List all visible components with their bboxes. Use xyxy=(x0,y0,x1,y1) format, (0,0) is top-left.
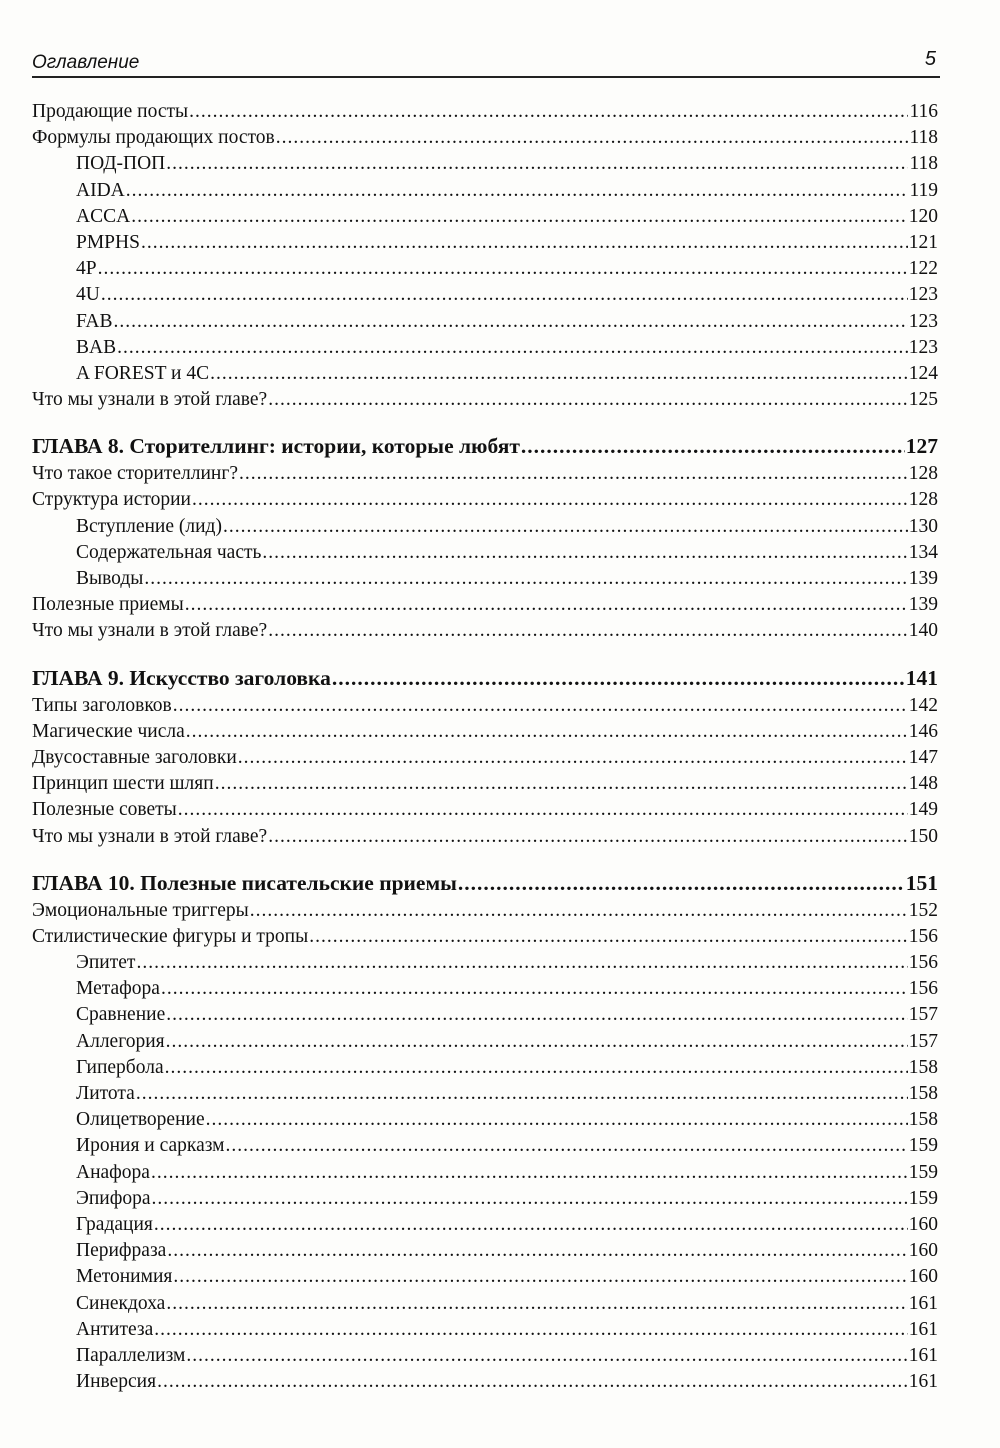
toc-entry xyxy=(32,361,938,387)
toc-entry-title: Выводы xyxy=(76,568,144,589)
toc-entry-title: Стилистические фигуры и тропы xyxy=(32,925,309,947)
toc-entry-title: Градация xyxy=(76,1213,153,1235)
toc-entry-title: Аллегория xyxy=(76,1030,165,1052)
toc-entry-page: 130 xyxy=(908,515,938,537)
dot-leader xyxy=(114,309,908,335)
toc-entry-page: 120 xyxy=(908,205,938,227)
toc-entry xyxy=(32,924,938,950)
toc-entry xyxy=(32,824,938,850)
toc-entry-page: 128 xyxy=(908,489,938,511)
chapter-page: 151 xyxy=(905,870,938,895)
toc-entry-page: 160 xyxy=(908,1266,938,1288)
dot-leader xyxy=(165,1055,908,1081)
dot-leader xyxy=(167,1238,907,1264)
dot-leader xyxy=(309,924,908,950)
toc-entry xyxy=(32,335,938,361)
toc-entry xyxy=(32,1291,938,1317)
dot-leader xyxy=(166,1002,908,1028)
dot-leader xyxy=(185,592,908,618)
toc-entry xyxy=(32,1317,938,1343)
toc-entry-page: 156 xyxy=(908,925,938,947)
toc-entry-title: Магические числа xyxy=(32,720,185,742)
toc-entry xyxy=(32,178,938,204)
chapter-heading xyxy=(32,868,938,898)
toc-entry-page: 146 xyxy=(908,720,938,742)
toc-entry-page: 139 xyxy=(908,568,938,589)
toc-entry-title: Анафора xyxy=(76,1161,150,1183)
toc-entry-page: 123 xyxy=(908,336,938,358)
toc-entry xyxy=(32,566,938,592)
toc-entry-page: 159 xyxy=(908,1135,938,1157)
toc-entry-title: Перифраза xyxy=(76,1240,167,1262)
toc-entry-page: 125 xyxy=(908,389,938,411)
toc-entry-title: Полезные советы xyxy=(32,799,177,821)
toc-entry-page: 158 xyxy=(908,1083,938,1104)
toc-entry xyxy=(32,540,938,566)
toc-entry xyxy=(32,1212,938,1238)
toc-entry-title: Что мы узнали в этой главе? xyxy=(32,825,268,847)
dot-leader xyxy=(268,618,908,644)
dot-leader xyxy=(136,950,907,976)
dot-leader xyxy=(521,431,905,461)
dot-leader xyxy=(131,204,908,230)
toc-entry-page: 159 xyxy=(908,1161,938,1183)
toc-entry-page: 134 xyxy=(908,541,938,563)
toc-entry-page: 139 xyxy=(908,594,938,616)
toc-entry xyxy=(32,230,938,256)
toc-entry-page: 158 xyxy=(908,1056,938,1078)
dot-leader xyxy=(144,566,907,592)
toc-entry-page: 121 xyxy=(908,231,938,253)
toc-entry xyxy=(32,487,938,513)
toc-entry-page: 157 xyxy=(908,1004,938,1026)
toc-entry-title: Структура истории xyxy=(32,489,191,511)
dot-leader xyxy=(276,125,909,151)
toc-entry xyxy=(32,1369,938,1395)
dot-leader xyxy=(268,387,908,413)
dot-leader xyxy=(332,663,905,693)
toc-entry-page: 123 xyxy=(908,310,938,332)
toc-entry-page: 118 xyxy=(909,153,938,175)
dot-leader xyxy=(215,771,908,797)
chapter-title: ГЛАВА 9. Искусство заголовка xyxy=(32,665,331,690)
toc-entry-page: 142 xyxy=(908,694,938,716)
toc-entry xyxy=(32,125,938,151)
toc-entry-title: Двусоставные заголовки xyxy=(32,746,237,768)
dot-leader xyxy=(98,256,908,282)
dot-leader xyxy=(161,976,908,1002)
dot-leader xyxy=(166,1291,907,1317)
toc-entry-title: 4U xyxy=(76,284,100,306)
toc-entry-title: ПОД-ПОП xyxy=(76,153,166,175)
dot-leader xyxy=(126,178,909,204)
chapter-heading xyxy=(32,663,938,693)
toc-entry-page: 150 xyxy=(908,825,938,847)
dot-leader xyxy=(166,151,908,177)
chapter-title: ГЛАВА 8. Сторителлинг: истории, которые любят xyxy=(32,434,520,459)
toc-entry xyxy=(32,1081,938,1107)
dot-leader xyxy=(250,898,908,924)
toc-entry-title: PMPHS xyxy=(76,231,140,253)
header-title: Оглавление xyxy=(32,52,140,73)
dot-leader xyxy=(154,1317,908,1343)
toc-entry-page: 123 xyxy=(908,284,938,306)
toc-entry xyxy=(32,719,938,745)
toc-entry-page: 119 xyxy=(909,179,938,201)
toc-entry-title: Метафора xyxy=(76,978,160,1000)
toc-entry-title: A FOREST и 4C xyxy=(76,362,210,384)
toc-entry-page: 116 xyxy=(909,101,938,122)
toc-entry xyxy=(32,1160,938,1186)
running-header xyxy=(32,48,940,78)
toc-entry-title: Олицетворение xyxy=(76,1109,205,1131)
toc-entry-title: Содержательная часть xyxy=(76,541,262,563)
header-page-number: 5 xyxy=(924,48,936,70)
toc-entry xyxy=(32,771,938,797)
dot-leader xyxy=(268,824,908,850)
toc-entry-title: Антитеза xyxy=(76,1318,154,1340)
dot-leader xyxy=(154,1212,908,1238)
toc-entry-page: 161 xyxy=(908,1318,938,1340)
dot-leader xyxy=(262,540,907,566)
toc-entry-page: 161 xyxy=(908,1292,938,1314)
dot-leader xyxy=(173,1264,907,1290)
toc-entry xyxy=(32,514,938,540)
toc-entry xyxy=(32,99,938,125)
toc-entry-title: Что такое сторителлинг? xyxy=(32,463,238,485)
toc-entry-title: Эпитет xyxy=(76,952,136,974)
dot-leader xyxy=(239,461,908,487)
dot-leader xyxy=(223,514,908,540)
toc-entry xyxy=(32,1238,938,1264)
toc-entry-page: 161 xyxy=(908,1371,938,1393)
dot-leader xyxy=(226,1133,908,1159)
dot-leader xyxy=(206,1107,908,1133)
toc-entry-title: Полезные приемы xyxy=(32,594,184,616)
toc-entry-page: 156 xyxy=(908,978,938,1000)
toc-entry xyxy=(32,204,938,230)
toc-entry-title: Литота xyxy=(76,1083,135,1104)
chapter-page: 141 xyxy=(905,665,938,690)
toc-entry-title: ACCA xyxy=(76,205,131,227)
toc-entry xyxy=(32,618,938,644)
dot-leader xyxy=(117,335,908,361)
toc-entry xyxy=(32,256,938,282)
dot-leader xyxy=(238,745,908,771)
toc-entry-page: 128 xyxy=(908,463,938,485)
toc-entry xyxy=(32,309,938,335)
toc-entry-page: 140 xyxy=(908,620,938,642)
toc-entry-page: 122 xyxy=(908,258,938,280)
toc-entry xyxy=(32,1055,938,1081)
table-of-contents xyxy=(32,99,938,1395)
toc-entry xyxy=(32,745,938,771)
dot-leader xyxy=(157,1369,908,1395)
toc-entry-title: Синекдоха xyxy=(76,1292,166,1314)
dot-leader xyxy=(101,282,908,308)
toc-entry xyxy=(32,1186,938,1212)
dot-leader xyxy=(136,1081,908,1107)
toc-entry xyxy=(32,151,938,177)
toc-entry xyxy=(32,1264,938,1290)
toc-entry xyxy=(32,592,938,618)
toc-entry-title: Принцип шести шляп xyxy=(32,773,214,795)
toc-entry xyxy=(32,1002,938,1028)
dot-leader xyxy=(192,487,908,513)
dot-leader xyxy=(173,693,908,719)
toc-entry-title: AIDA xyxy=(76,179,125,201)
toc-entry-title: Инверсия xyxy=(76,1371,157,1393)
toc-entry xyxy=(32,1133,938,1159)
toc-entry xyxy=(32,950,938,976)
dot-leader xyxy=(186,719,908,745)
toc-entry-page: 160 xyxy=(908,1240,938,1262)
toc-entry-title: Параллелизм xyxy=(76,1344,186,1366)
toc-entry xyxy=(32,976,938,1002)
chapter-title: ГЛАВА 10. Полезные писательские приемы xyxy=(32,870,457,895)
toc-entry-title: FAB xyxy=(76,310,113,332)
toc-entry-page: 148 xyxy=(908,773,938,795)
toc-entry-title: Ирония и сарказм xyxy=(76,1135,225,1157)
toc-entry xyxy=(32,797,938,823)
toc-entry-title: BAB xyxy=(76,336,117,358)
toc-entry-title: Вступление (лид) xyxy=(76,515,222,537)
dot-leader xyxy=(189,99,908,125)
toc-entry-page: 159 xyxy=(908,1187,938,1209)
toc-entry-title: Что мы узнали в этой главе? xyxy=(32,389,268,411)
toc-entry-page: 160 xyxy=(908,1213,938,1235)
toc-entry-page: 161 xyxy=(908,1344,938,1366)
dot-leader xyxy=(166,1029,908,1055)
toc-entry-page: 118 xyxy=(909,127,938,149)
toc-entry xyxy=(32,1107,938,1133)
toc-entry-title: Эмоциональные триггеры xyxy=(32,899,249,921)
dot-leader xyxy=(458,868,905,898)
toc-entry-page: 149 xyxy=(908,799,938,821)
toc-entry xyxy=(32,1029,938,1055)
toc-entry-page: 147 xyxy=(908,746,938,768)
dot-leader xyxy=(186,1343,907,1369)
dot-leader xyxy=(141,230,908,256)
toc-entry-page: 156 xyxy=(908,952,938,974)
toc-entry-page: 124 xyxy=(908,362,938,384)
dot-leader xyxy=(152,1186,908,1212)
toc-entry-title: Что мы узнали в этой главе? xyxy=(32,620,268,642)
toc-entry-title: Метонимия xyxy=(76,1266,173,1288)
dot-leader xyxy=(178,797,908,823)
chapter-heading xyxy=(32,431,938,461)
toc-entry-page: 152 xyxy=(908,899,938,921)
toc-entry xyxy=(32,282,938,308)
dot-leader xyxy=(151,1160,908,1186)
toc-entry-title: Типы заголовков xyxy=(32,694,172,716)
toc-entry-page: 157 xyxy=(908,1030,938,1052)
toc-entry-title: Формулы продающих постов xyxy=(32,127,275,149)
toc-entry xyxy=(32,1343,938,1369)
toc-entry-title: 4P xyxy=(76,258,97,280)
chapter-page: 127 xyxy=(905,434,938,459)
dot-leader xyxy=(210,361,908,387)
toc-entry-page: 158 xyxy=(908,1109,938,1131)
toc-entry-title: Сравнение xyxy=(76,1004,166,1026)
toc-entry xyxy=(32,693,938,719)
toc-entry-title: Гипербола xyxy=(76,1056,164,1078)
toc-entry xyxy=(32,461,938,487)
toc-entry xyxy=(32,387,938,413)
toc-entry-title: Эпифора xyxy=(76,1187,151,1209)
toc-entry xyxy=(32,898,938,924)
toc-entry-title: Продающие посты xyxy=(32,101,189,122)
